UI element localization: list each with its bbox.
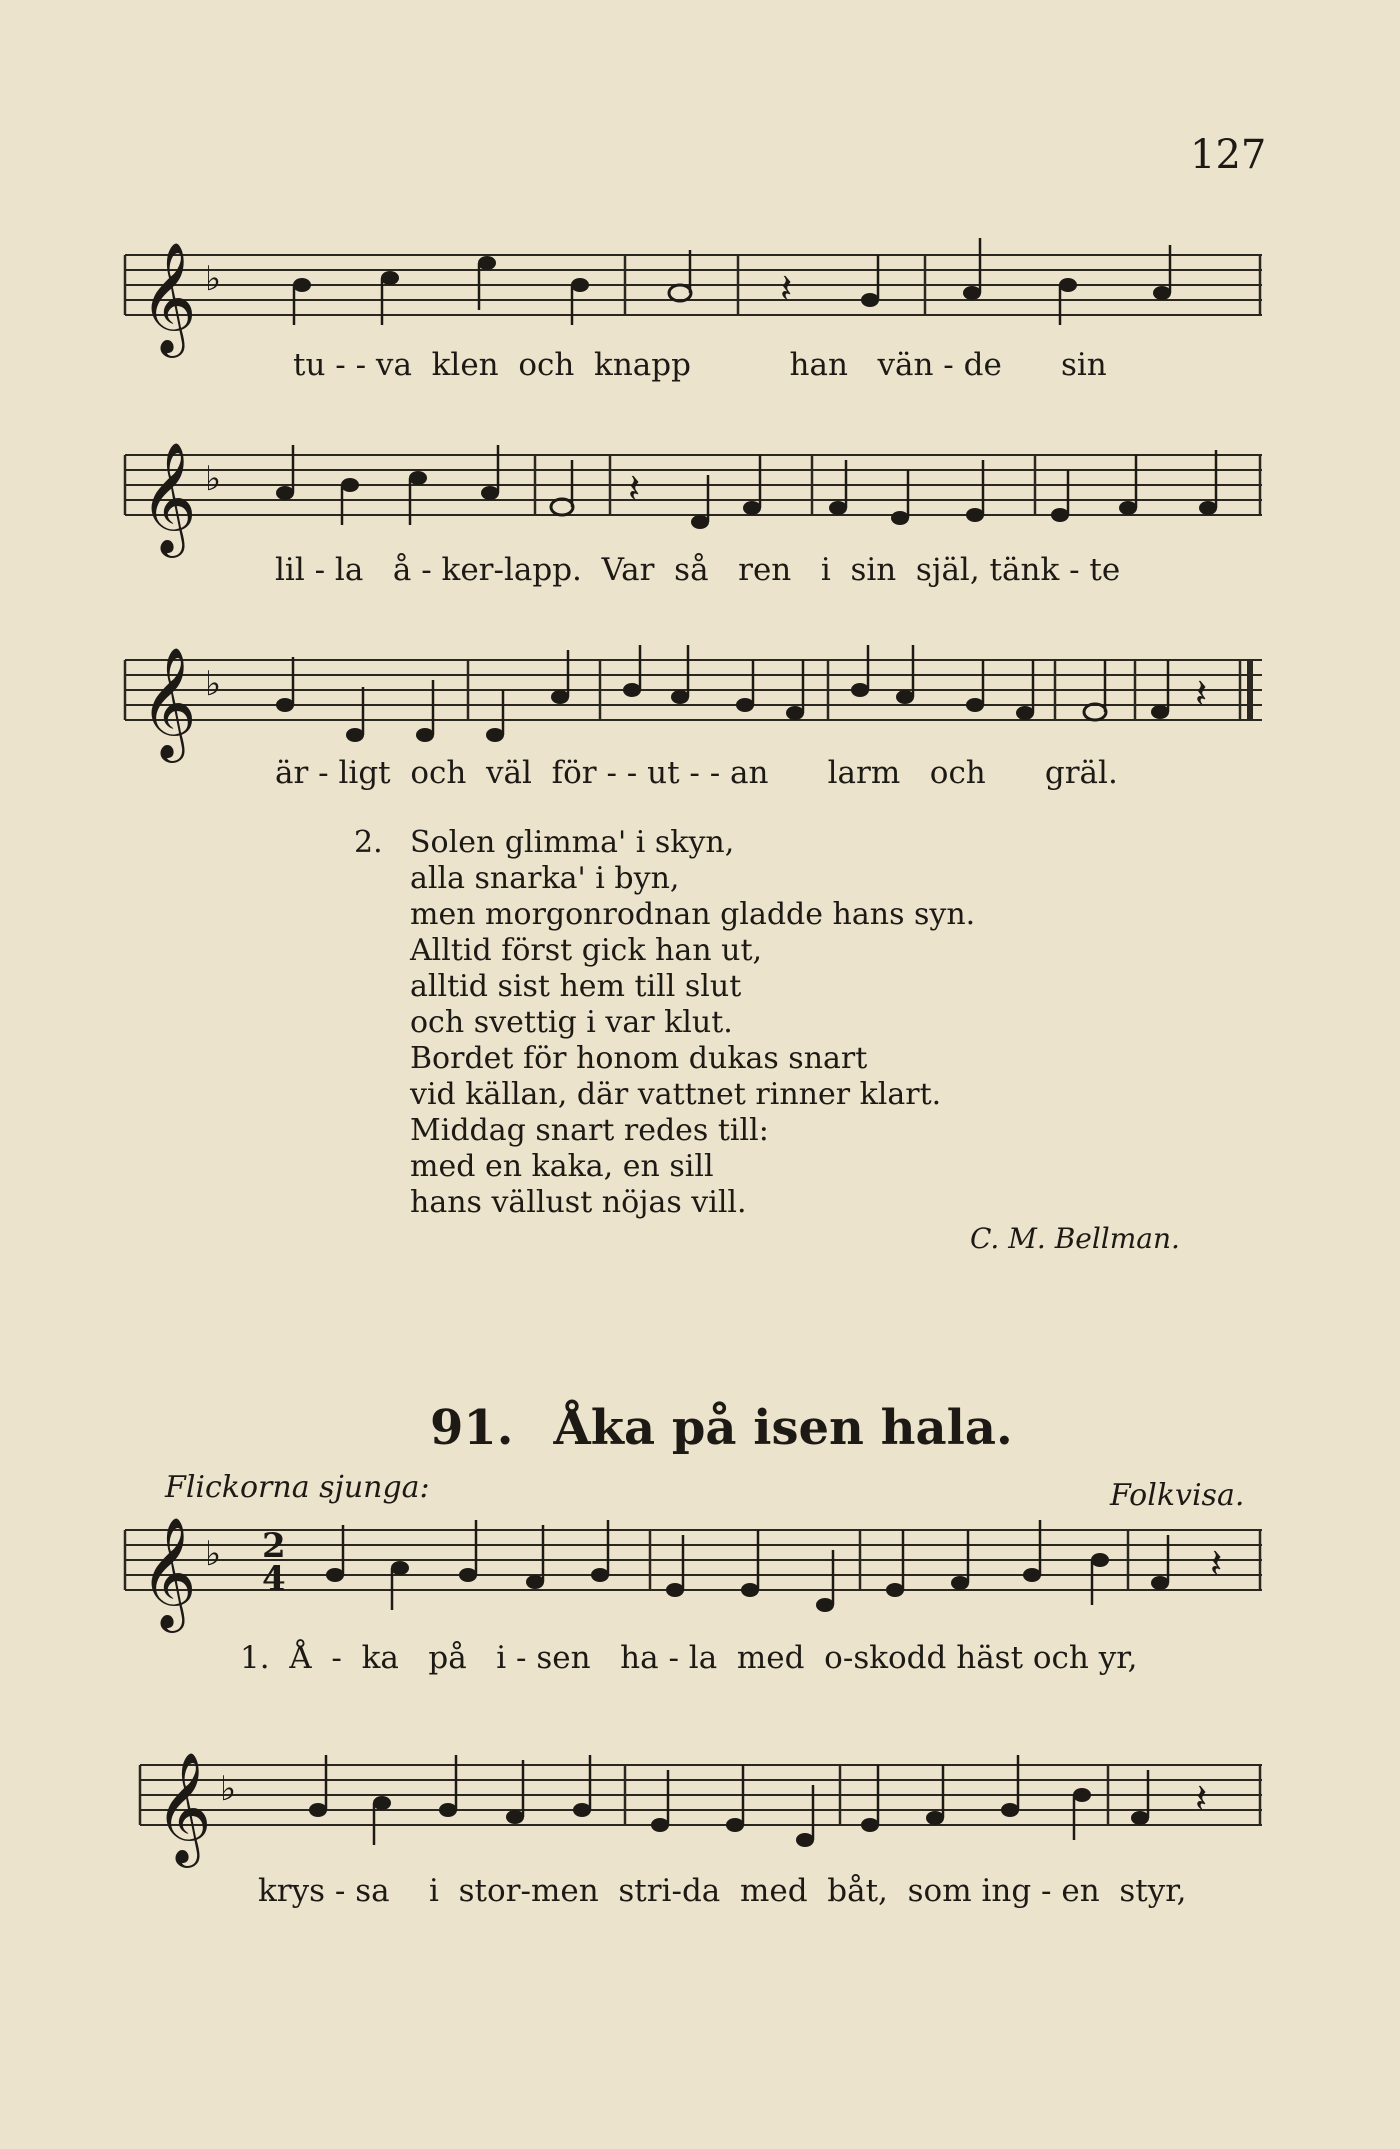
verse-line: hans vällust nöjas vill. (410, 1185, 747, 1220)
flat-icon: ♭ (205, 1534, 222, 1574)
song-title (430, 1400, 1013, 1456)
time-signature-bottom: 4 (262, 1559, 286, 1599)
notes (276, 445, 1217, 529)
song-title-text: Åka på isen hala. (553, 1400, 1013, 1456)
verse-line: Bordet för honom dukas snart (410, 1041, 868, 1076)
notes (293, 238, 1171, 325)
genre-label: Folkvisa. (1110, 1478, 1245, 1513)
music-staff-song-system-1 (0, 1505, 1400, 1635)
verse-block (354, 825, 1110, 1221)
time-signature-top: 2 (262, 1526, 286, 1566)
verse-line: Alltid först gick han ut, (410, 933, 763, 968)
treble-clef-icon: 𝄞 (140, 1516, 197, 1628)
treble-clef-icon: 𝄞 (140, 441, 197, 553)
staff-lines (140, 1765, 1262, 1825)
quarter-rest-icon: 𝄽 (1195, 671, 1208, 717)
flat-icon: ♭ (205, 259, 222, 299)
notes (309, 1755, 1207, 1847)
flat-icon: ♭ (205, 459, 222, 499)
music-staff-system-2 (0, 430, 1400, 560)
verse-line: Middag snart redes till: (410, 1113, 769, 1148)
page-number: 127 (1190, 132, 1267, 178)
music-staff-system-3 (0, 635, 1400, 765)
verse-line: vid källan, där vattnet rinner klart. (410, 1077, 942, 1112)
treble-clef-icon: 𝄞 (140, 646, 197, 758)
quarter-rest-icon: 𝄽 (1210, 1541, 1223, 1587)
treble-clef-icon: 𝄞 (140, 241, 197, 353)
treble-clef-icon: 𝄞 (155, 1751, 212, 1863)
performer-instruction: Flickorna sjunga: (165, 1470, 430, 1505)
flat-icon: ♭ (205, 664, 222, 704)
lyric-line: lil - la å - ker-lapp. Var så ren i sin själ, tänk - te (275, 552, 1121, 588)
quarter-rest-icon: 𝄽 (780, 266, 793, 312)
quarter-rest-icon: 𝄽 (1195, 1776, 1208, 1822)
verse-line: med en kaka, en sill (410, 1149, 714, 1184)
staff-lines (125, 660, 1262, 720)
verse-line: men morgonrodnan gladde hans syn. (410, 897, 976, 932)
verse-line: alla snarka' i byn, (410, 861, 680, 896)
verse-line: och svettig i var klut. (410, 1005, 733, 1040)
flat-icon: ♭ (220, 1769, 237, 1809)
composer-credit: C. M. Bellman. (970, 1222, 1180, 1255)
song-number: 91. (430, 1400, 514, 1456)
staff-lines (125, 455, 1262, 515)
lyric-line: tu - - va klen och knapp han vän - de sin (293, 347, 1107, 383)
verse-line: alltid sist hem till slut (410, 969, 742, 1004)
lyric-line: är - ligt och väl för - - ut - - an larm och gräl. (275, 755, 1118, 791)
verse-number: 2. (354, 825, 383, 860)
lyric-line: 1. Å - ka på i - sen ha - la med o-skodd häst och yr, (240, 1640, 1138, 1676)
music-staff-system-1 (0, 230, 1400, 360)
notes (326, 1520, 1222, 1612)
verse-line: 2. Solen glimma' i skyn, (354, 825, 735, 860)
music-staff-song-system-2 (0, 1740, 1400, 1870)
quarter-rest-icon: 𝄽 (628, 466, 641, 512)
lyric-line: krys - sa i stor-men stri-da med båt, som ing - en styr, (258, 1873, 1187, 1909)
